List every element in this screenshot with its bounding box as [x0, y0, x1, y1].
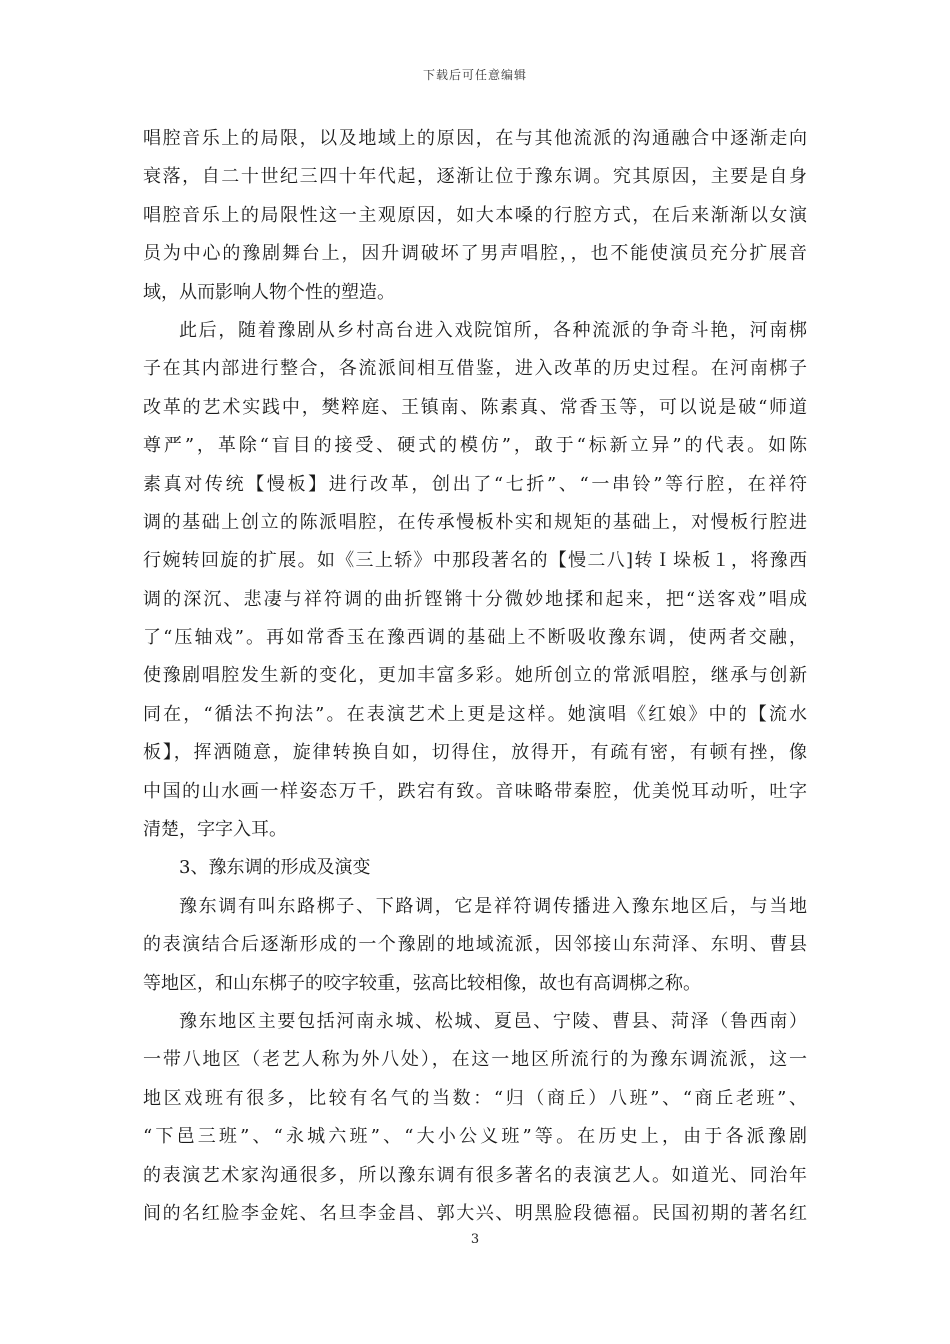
text-line: 素真对传统【慢板】进行改革，创出了“七折”、“一串铃”等行腔，在祥符: [143, 473, 807, 495]
text-line: 行婉转回旋的扩展。如《三上轿》中那段著名的【慢二八]转Ｉ垛板１，将豫西: [143, 550, 807, 572]
section-heading: 3、豫东调的形成及演变: [179, 857, 371, 879]
text-line: 间的名红脸李金姹、名旦李金昌、郭大兴、明黑脸段德福。民国初期的著名红: [143, 1202, 807, 1224]
text-line: 的表演艺术家沟通很多，所以豫东调有很多著名的表演艺人。如道光、同治年: [143, 1164, 807, 1186]
text-line: “下邑三班”、“永城六班”、“大小公义班”等。在历史上，由于各派豫剧: [143, 1126, 807, 1148]
text-line: 衰落，自二十世纪三四十年代起，逐渐让位于豫东调。究其原因，主要是自身: [143, 166, 807, 188]
text-line: 调的基础上创立的陈派唱腔，在传承慢板朴实和规矩的基础上，对慢板行腔进: [143, 511, 807, 533]
page-number: 3: [470, 1232, 480, 1247]
text-line: 中国的山水画一样姿态万千，跌宕有致。音味略带秦腔，优美悦耳动听，吐字: [143, 780, 807, 802]
text-line: 唱腔音乐上的局限性这一主观原因，如大本嗓的行腔方式，在后来渐渐以女演: [143, 204, 807, 226]
text-line: 改革的艺术实践中，樊粹庭、王镇南、陈素真、常香玉等，可以说是破“师道: [143, 396, 807, 418]
text-line: 等地区，和山东梆子的咬字较重，弦高比较相像，故也有高调梆之称。: [143, 972, 701, 994]
text-line: 调的深沉、悲凄与祥符调的曲折铿锵十分微妙地揉和起来，把“送客戏”唱成: [143, 588, 807, 610]
text-line: 地区戏班有很多，比较有名气的当数：“归（商丘）八班”、“商丘老班”、: [143, 1087, 807, 1109]
text-line: 的表演结合后逐渐形成的一个豫剧的地域流派，因邻接山东菏泽、东明、曹县: [143, 934, 807, 956]
text-line: 使豫剧唱腔发生新的变化，更加丰富多彩。她所创立的常派唱腔，继承与创新: [143, 665, 807, 687]
text-line: 板】，挥洒随意，旋律转换自如，切得住，放得开，有疏有密，有顿有挫，像: [143, 742, 807, 764]
body-text: [143, 120, 807, 1233]
text-line: 子在其内部进行整合，各流派间相互借鉴，进入改革的历史过程。在河南梆子: [143, 358, 807, 380]
text-line: 清楚，字字入耳。: [143, 819, 287, 841]
text-line: 同在，“循法不拘法”。在表演艺术上更是这样。她演唱《红娘》中的【流水: [143, 703, 807, 725]
text-line: 豫东地区主要包括河南永城、松城、夏邑、宁陵、曹县、菏泽（鲁西南）: [179, 1010, 807, 1032]
text-line: 尊严”，革除“盲目的接受、硬式的模仿”，敢于“标新立异”的代表。如陈: [143, 435, 807, 457]
text-line: 域，从而影响人物个性的塑造。: [143, 281, 395, 303]
text-line: 此后，随着豫剧从乡村高台进入戏院馆所，各种流派的争奇斗艳，河南梆: [179, 319, 807, 341]
text-line: 一带八地区（老艺人称为外八处），在这一地区所流行的为豫东调流派，这一: [143, 1049, 807, 1071]
text-line: 豫东调有叫东路梆子、下路调，它是祥符调传播进入豫东地区后，与当地: [179, 895, 807, 917]
page-header: 下载后可任意编辑: [422, 68, 527, 82]
text-line: 了“压轴戏”。再如常香玉在豫西调的基础上不断吸收豫东调，使两者交融，: [143, 627, 807, 649]
text-line: 员为中心的豫剧舞台上，因升调破坏了男声唱腔，，也不能使演员充分扩展音: [143, 243, 807, 265]
text-line: 唱腔音乐上的局限，以及地域上的原因，在与其他流派的沟通融合中逐渐走向: [143, 128, 807, 149]
